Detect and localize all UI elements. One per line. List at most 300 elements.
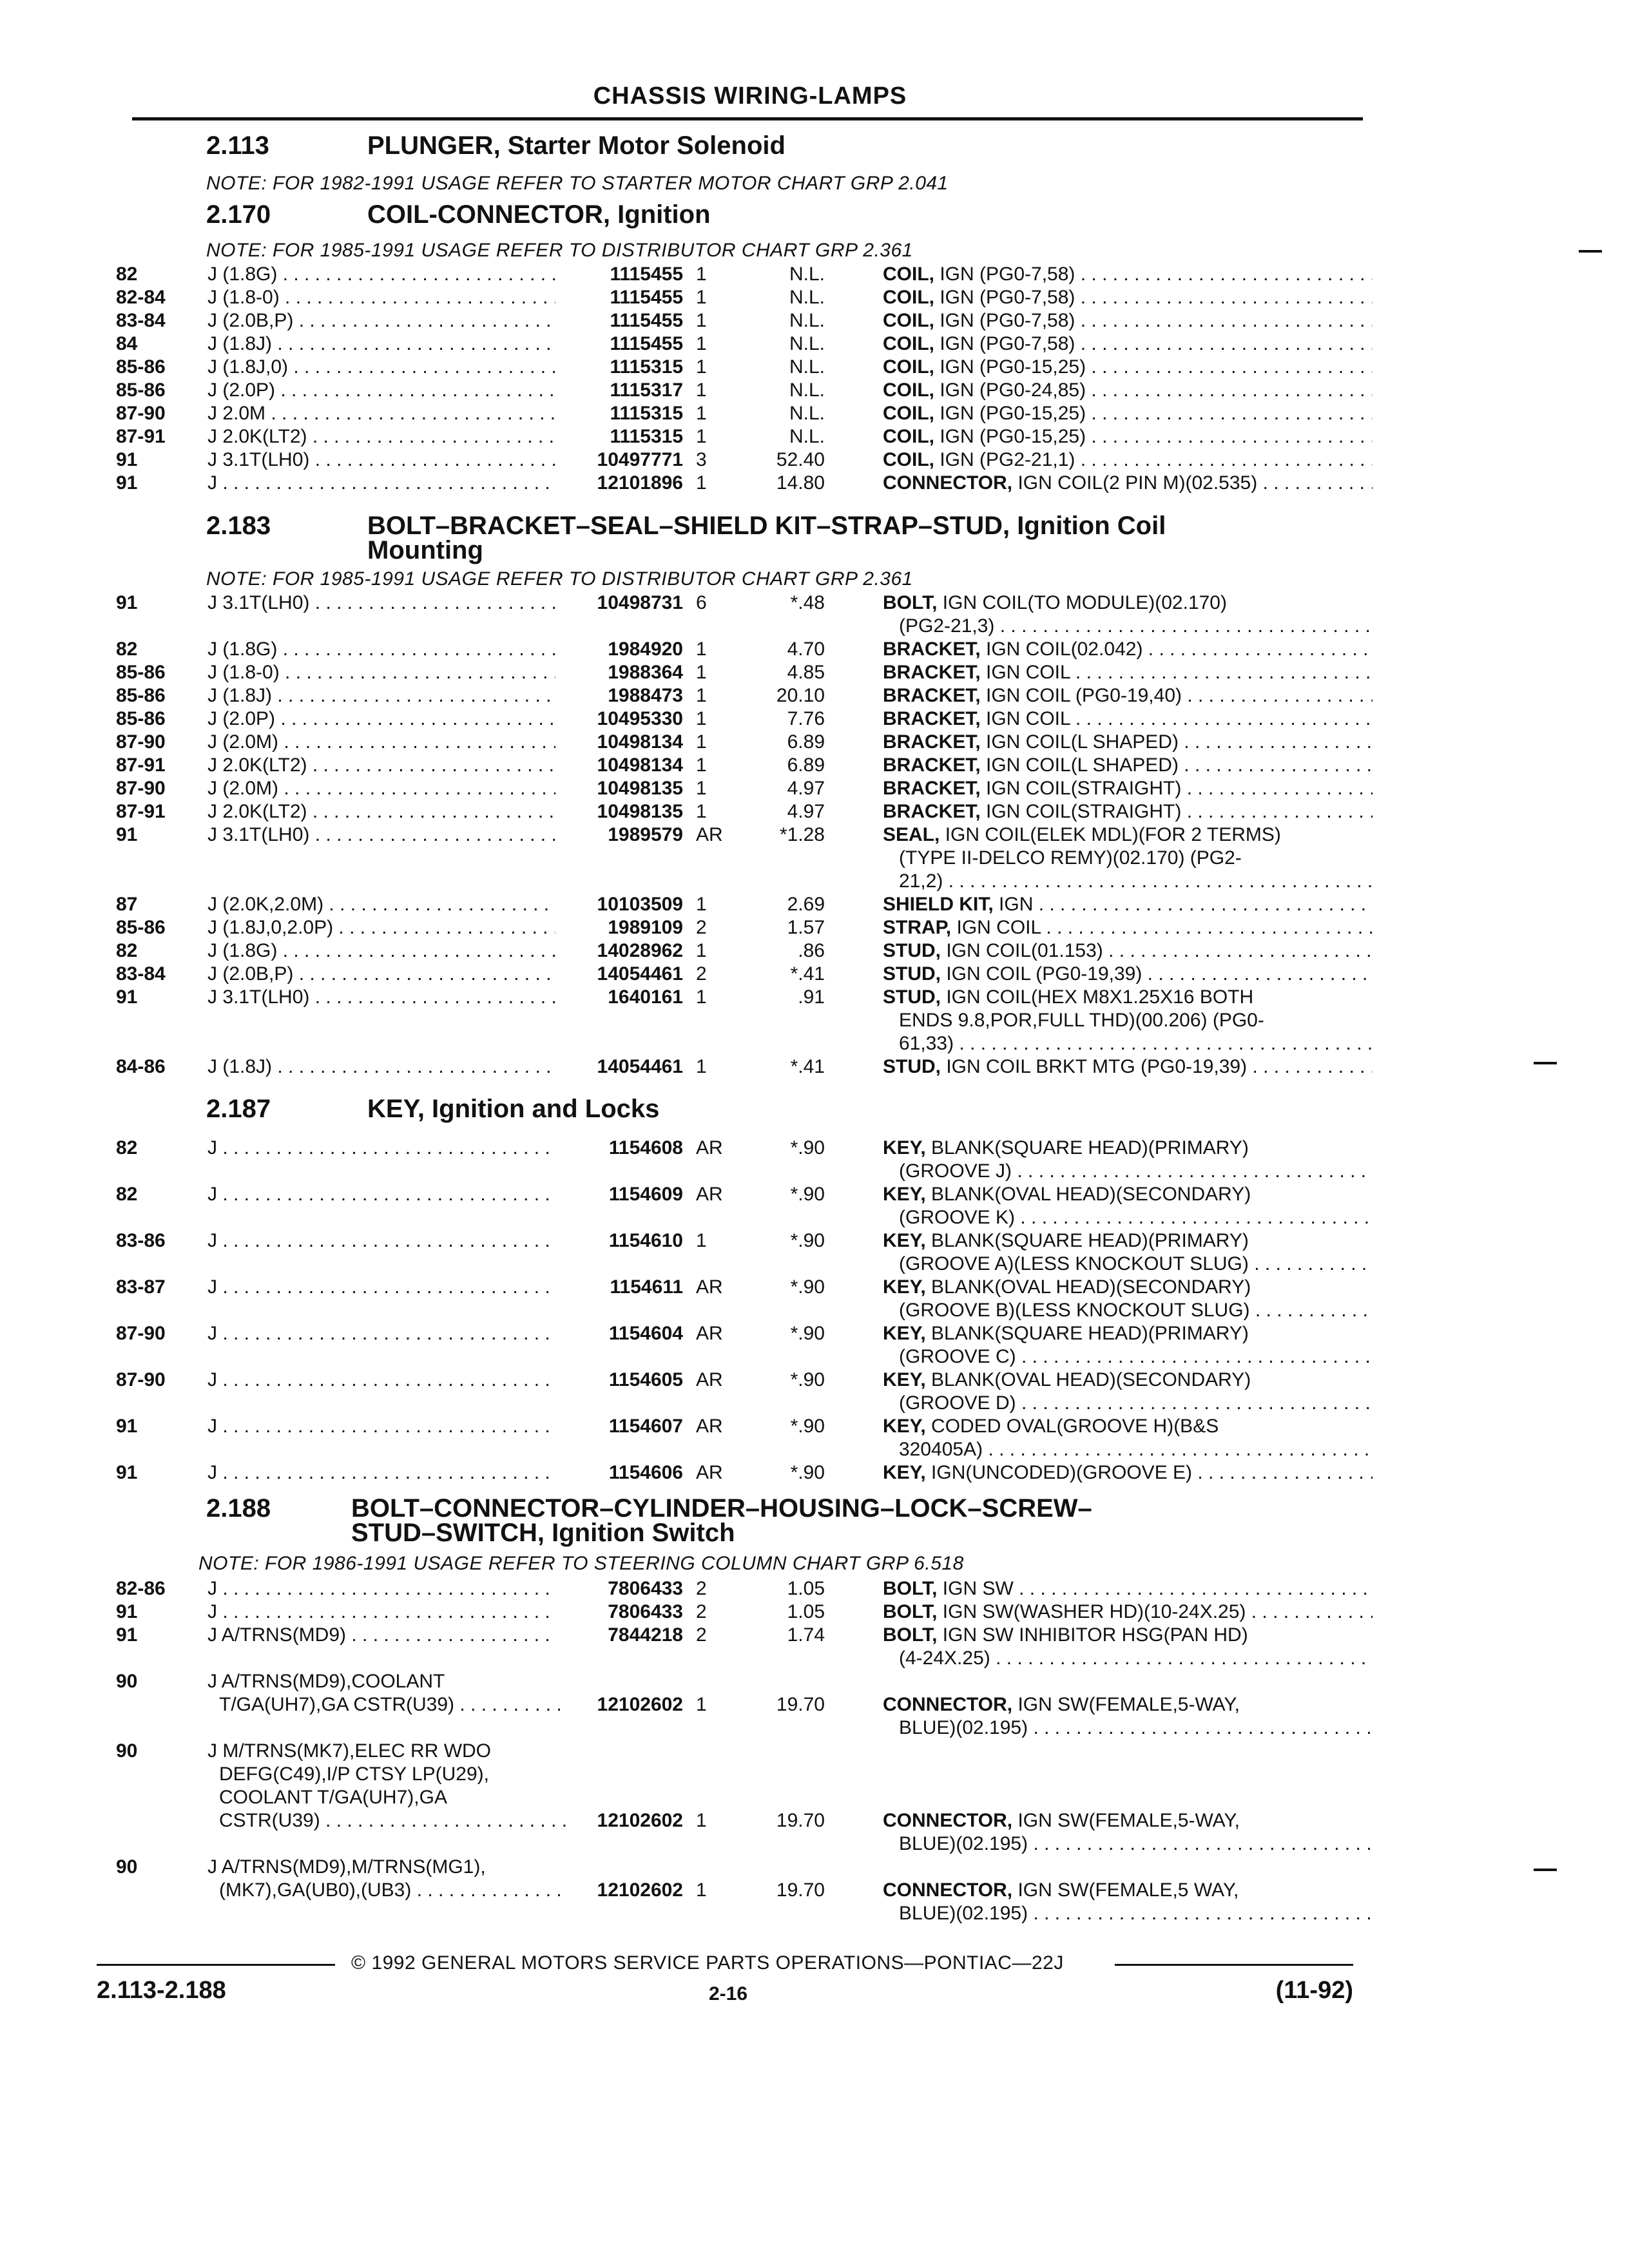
application: T/GA(UH7),GA CSTR(U39) . . . — [219, 1693, 567, 1716]
model-year: 87-90 — [116, 1369, 166, 1390]
parts-row — [0, 1137, 1629, 1183]
description-keyword: CONNECTOR, — [883, 1810, 1013, 1831]
parts-row — [0, 707, 1629, 731]
description-keyword: COIL, — [883, 310, 934, 331]
model-year: 85-86 — [116, 917, 166, 938]
description-keyword: CONNECTOR, — [883, 1879, 1013, 1901]
description — [883, 402, 1373, 425]
quantity: AR — [696, 1369, 723, 1390]
part-number: 1154610 — [608, 1230, 683, 1251]
description-continued: (GROOVE D) . . . — [899, 1392, 1373, 1415]
price: *.90 — [790, 1230, 825, 1251]
section-heading — [206, 512, 1495, 566]
description — [883, 684, 1373, 707]
footer-range: 2.113-2.188 — [97, 1977, 226, 2004]
price: *.41 — [790, 1056, 825, 1077]
application: J (1.8G) . . . — [207, 638, 555, 661]
description-keyword: STUD, — [883, 963, 941, 985]
description — [883, 963, 1373, 986]
quantity: 1 — [696, 940, 707, 961]
quantity: AR — [696, 1323, 723, 1344]
description — [883, 800, 1373, 823]
description-continued: BLUE)(02.195) . . . — [899, 1832, 1373, 1856]
description-keyword: BOLT, — [883, 1601, 938, 1622]
description-text: IGN (PG0-24,85) — [934, 380, 1086, 401]
quantity: 2 — [696, 1601, 707, 1622]
description — [883, 1624, 1373, 1647]
quantity: 2 — [696, 917, 707, 938]
parts-row — [0, 1183, 1629, 1229]
quantity: 1 — [696, 894, 707, 915]
description — [883, 731, 1373, 754]
application: J . . . — [207, 1461, 555, 1485]
parts-row — [0, 800, 1629, 823]
application: J (1.8J) . . . — [207, 1055, 555, 1079]
quantity: 1 — [696, 310, 707, 331]
parts-row — [0, 731, 1629, 754]
footer-copyright: © 1992 GENERAL MOTORS SERVICE PARTS OPERATIONS—PONTIAC—22J — [351, 1952, 1064, 1974]
model-year: 82 — [116, 1184, 138, 1205]
description-continued: (GROOVE K) . . . — [899, 1206, 1373, 1229]
price: N.L. — [789, 356, 825, 378]
description-text: IGN SW(FEMALE,5-WAY, — [1012, 1694, 1240, 1715]
application: J . . . — [207, 1600, 555, 1624]
description-continued: BLUE)(02.195) . . . — [899, 1902, 1373, 1925]
parts-row — [0, 893, 1629, 916]
section-note: NOTE: FOR 1982-1991 USAGE REFER TO STARTER MOTOR CHART GRP 2.041 — [206, 173, 949, 194]
parts-row — [0, 1276, 1629, 1322]
description — [883, 754, 1373, 777]
application: J (2.0K,2.0M) . . . — [207, 893, 555, 916]
description-keyword: COIL, — [883, 403, 934, 424]
quantity: 1 — [696, 731, 707, 753]
quantity: 2 — [696, 1578, 707, 1599]
description-keyword: BRACKET, — [883, 639, 981, 660]
description — [883, 1600, 1373, 1624]
description-text: BLANK(OVAL HEAD)(SECONDARY) — [925, 1369, 1251, 1390]
description-text: IGN SW INHIBITOR HSG(PAN HD) — [937, 1624, 1248, 1646]
model-year: 85-86 — [116, 356, 166, 378]
description — [883, 425, 1373, 448]
model-year: 83-84 — [116, 310, 166, 331]
price: *.41 — [790, 963, 825, 985]
part-number: 1115315 — [610, 356, 683, 378]
description-continued: (GROOVE A)(LESS KNOCKOUT SLUG) . . . — [899, 1253, 1373, 1276]
model-year: 87-91 — [116, 426, 166, 447]
part-number: 10498135 — [597, 778, 683, 799]
model-year: 87-90 — [116, 403, 166, 424]
description-text: CODED OVAL(GROOVE H)(B&S — [925, 1416, 1219, 1437]
application: J 3.1T(LH0) . . . — [207, 591, 555, 615]
description-text: IGN COIL(HEX M8X1.25X16 BOTH — [941, 986, 1254, 1008]
section-title: KEY, Ignition and Locks — [367, 1095, 660, 1123]
description — [883, 986, 1373, 1009]
part-number: 14054461 — [597, 1056, 683, 1077]
header-rule — [132, 117, 1363, 120]
part-number: 1154607 — [608, 1416, 683, 1437]
section-heading — [206, 1495, 1495, 1549]
part-number: 1154606 — [608, 1462, 683, 1483]
quantity: 3 — [696, 449, 707, 470]
part-number: 1115317 — [610, 380, 683, 401]
application: J (1.8G) . . . — [207, 263, 555, 286]
quantity: AR — [696, 1276, 723, 1298]
description-continued: 320405A) . . . — [899, 1438, 1373, 1461]
quantity: 1 — [696, 1810, 707, 1831]
quantity: 1 — [696, 264, 707, 285]
quantity: 1 — [696, 778, 707, 799]
footer-page-number: 2-16 — [709, 1983, 748, 2004]
description-keyword: BOLT, — [883, 1624, 938, 1646]
description — [883, 472, 1373, 495]
description-keyword: COIL, — [883, 356, 934, 378]
description-continued: (GROOVE B)(LESS KNOCKOUT SLUG) . . . — [899, 1299, 1373, 1322]
model-year: 82 — [116, 1137, 138, 1158]
quantity: 1 — [696, 426, 707, 447]
model-year: 91 — [116, 986, 138, 1008]
application: J (1.8J) . . . — [207, 332, 555, 356]
part-number: 10498135 — [597, 801, 683, 822]
description-text: IGN(UNCODED)(GROOVE E) — [925, 1462, 1193, 1483]
quantity: 1 — [696, 662, 707, 683]
application-line: COOLANT T/GA(UH7),GA — [219, 1787, 447, 1808]
application: J (2.0P) . . . — [207, 707, 555, 731]
part-number: 10498134 — [597, 731, 683, 753]
part-number: 10103509 — [597, 894, 683, 915]
description-continued: BLUE)(02.195) . . . — [899, 1716, 1373, 1740]
model-year: 83-86 — [116, 1230, 166, 1251]
application: J . . . — [207, 1322, 555, 1345]
model-year: 87-91 — [116, 754, 166, 776]
section-title: BOLT–CONNECTOR–CYLINDER–HOUSING–LOCK–SCREW– — [351, 1494, 1092, 1523]
application: J . . . — [207, 1183, 555, 1206]
parts-row — [0, 472, 1629, 495]
description-keyword: COIL, — [883, 449, 934, 470]
description-text: IGN COIL — [951, 917, 1041, 938]
description-text: IGN (PG0-7,58) — [934, 287, 1075, 308]
price: N.L. — [789, 287, 825, 308]
parts-row — [0, 939, 1629, 963]
part-number: 7844218 — [608, 1624, 683, 1646]
price: 4.85 — [787, 662, 825, 683]
description-text: IGN COIL(STRAIGHT) — [980, 778, 1182, 799]
description-text: BLANK(SQUARE HEAD)(PRIMARY) — [925, 1323, 1249, 1344]
description-text: BLANK(SQUARE HEAD)(PRIMARY) — [925, 1137, 1249, 1158]
part-number: 12101896 — [597, 472, 683, 494]
part-number: 1154611 — [610, 1276, 683, 1298]
quantity: 1 — [696, 1879, 707, 1901]
price: 1.05 — [787, 1601, 825, 1622]
part-number: 1115455 — [610, 264, 683, 285]
price: 1.74 — [787, 1624, 825, 1646]
description-continued: (PG2-21,3) . . . — [899, 615, 1373, 638]
model-year: 91 — [116, 449, 138, 470]
section-title: BOLT–BRACKET–SEAL–SHIELD KIT–STRAP–STUD, Ignition Coil — [367, 512, 1166, 540]
margin-mark — [1534, 1062, 1557, 1064]
quantity: 1 — [696, 1230, 707, 1251]
section-heading — [206, 1095, 1495, 1122]
description — [883, 356, 1373, 379]
parts-row — [0, 402, 1629, 425]
description — [883, 286, 1373, 309]
quantity: 6 — [696, 592, 707, 613]
model-year: 85-86 — [116, 685, 166, 706]
quantity: 1 — [696, 685, 707, 706]
parts-row — [0, 986, 1629, 1055]
description — [883, 332, 1373, 356]
description-text: IGN COIL(01.153) — [941, 940, 1103, 961]
description-keyword: BRACKET, — [883, 685, 981, 706]
price: *.90 — [790, 1416, 825, 1437]
price: 4.70 — [787, 639, 825, 660]
part-number: 12102602 — [597, 1694, 683, 1715]
description-text: IGN COIL(02.042) — [980, 639, 1143, 660]
parts-row — [0, 356, 1629, 379]
description-keyword: KEY, — [883, 1230, 926, 1251]
description-text: IGN SW — [937, 1578, 1014, 1599]
parts-row — [0, 1369, 1629, 1415]
quantity: AR — [696, 1137, 723, 1158]
application: J 3.1T(LH0) . . . — [207, 986, 555, 1009]
parts-row — [0, 661, 1629, 684]
part-number: 1115455 — [610, 310, 683, 331]
section-number: 2.113 — [206, 131, 269, 160]
price: 19.70 — [776, 1694, 825, 1715]
price: 6.89 — [787, 731, 825, 753]
model-year: 84 — [116, 333, 138, 354]
price: *.90 — [790, 1276, 825, 1298]
parts-row — [0, 823, 1629, 893]
model-year: 91 — [116, 592, 138, 613]
parts-row — [0, 638, 1629, 661]
price: 6.89 — [787, 754, 825, 776]
price: *.90 — [790, 1137, 825, 1158]
application: J . . . — [207, 1369, 555, 1392]
description-keyword: STRAP, — [883, 917, 952, 938]
section-title-continued: STUD–SWITCH, Ignition Switch — [351, 1519, 735, 1547]
model-year: 87 — [116, 894, 138, 915]
description — [883, 1322, 1373, 1345]
part-number: 1115315 — [610, 426, 683, 447]
quantity: 1 — [696, 333, 707, 354]
description — [883, 1577, 1373, 1600]
price: 14.80 — [776, 472, 825, 494]
model-year: 82 — [116, 940, 138, 961]
parts-row — [0, 1740, 1629, 1856]
model-year: 82-84 — [116, 287, 166, 308]
description-text: IGN COIL(L SHAPED) — [980, 731, 1179, 753]
section-number: 2.187 — [206, 1095, 271, 1123]
description-keyword: STUD, — [883, 986, 941, 1008]
description — [883, 661, 1373, 684]
description-text: IGN (PG0-15,25) — [934, 426, 1086, 447]
description-text: IGN (PG0-15,25) — [934, 356, 1086, 378]
model-year: 91 — [116, 1624, 138, 1646]
description — [883, 707, 1373, 731]
quantity: AR — [696, 824, 723, 845]
description-keyword: COIL, — [883, 426, 934, 447]
quantity: 1 — [696, 639, 707, 660]
quantity: 1 — [696, 380, 707, 401]
parts-row — [0, 777, 1629, 800]
application: J 2.0K(LT2) . . . — [207, 754, 555, 777]
description-keyword: KEY, — [883, 1462, 926, 1483]
parts-row — [0, 1624, 1629, 1670]
part-number: 7806433 — [608, 1578, 683, 1599]
description-keyword: SHIELD KIT, — [883, 894, 994, 915]
price: 4.97 — [787, 801, 825, 822]
price: *.90 — [790, 1184, 825, 1205]
application: J (1.8J,0,2.0P) . . . — [207, 916, 555, 939]
section-title-continued: Mounting — [367, 536, 483, 564]
description-text: IGN COIL (PG0-19,39) — [941, 963, 1142, 985]
description — [883, 777, 1373, 800]
part-number: 1115455 — [610, 287, 683, 308]
application: J (2.0P) . . . — [207, 379, 555, 402]
section-title: PLUNGER, Starter Motor Solenoid — [367, 131, 786, 160]
description-keyword: KEY, — [883, 1323, 926, 1344]
description-keyword: CONNECTOR, — [883, 472, 1013, 494]
description-text: IGN COIL(STRAIGHT) — [980, 801, 1182, 822]
model-year: 87-90 — [116, 1323, 166, 1344]
application: J . . . — [207, 1229, 555, 1253]
parts-row — [0, 379, 1629, 402]
description-continued: (4-24X.25) . . . — [899, 1647, 1373, 1670]
part-number: 1154605 — [608, 1369, 683, 1390]
price: *.90 — [790, 1323, 825, 1344]
price: 1.57 — [787, 917, 825, 938]
description-keyword: COIL, — [883, 264, 934, 285]
model-year: 85-86 — [116, 708, 166, 729]
parts-row — [0, 332, 1629, 356]
part-number: 1154604 — [608, 1323, 683, 1344]
part-number: 1154608 — [608, 1137, 683, 1158]
application-line: J M/TRNS(MK7),ELEC RR WDO — [207, 1740, 492, 1762]
model-year: 87-90 — [116, 778, 166, 799]
model-year: 87-91 — [116, 801, 166, 822]
description-continued: (GROOVE C) . . . — [899, 1345, 1373, 1369]
part-number: 10495330 — [597, 708, 683, 729]
parts-row — [0, 1229, 1629, 1276]
description — [883, 893, 1373, 916]
description-continued: (GROOVE J) . . . — [899, 1160, 1373, 1183]
model-year: 83-84 — [116, 963, 166, 985]
part-number: 7806433 — [608, 1601, 683, 1622]
application: J (2.0M) . . . — [207, 731, 555, 754]
model-year: 91 — [116, 472, 138, 494]
quantity: 2 — [696, 963, 707, 985]
section-note: NOTE: FOR 1985-1991 USAGE REFER TO DISTRIBUTOR CHART GRP 2.361 — [206, 568, 913, 590]
section-note: NOTE: FOR 1986-1991 USAGE REFER TO STEERING COLUMN CHART GRP 6.518 — [198, 1553, 964, 1574]
parts-row — [0, 754, 1629, 777]
application-line: DEFG(C49),I/P CTSY LP(U29), — [219, 1763, 490, 1785]
part-number: 1984920 — [608, 639, 683, 660]
description-keyword: BRACKET, — [883, 801, 981, 822]
description-text: IGN COIL(ELEK MDL)(FOR 2 TERMS) — [940, 824, 1281, 845]
part-number: 10497771 — [597, 449, 683, 470]
parts-row — [0, 1856, 1629, 1925]
price: N.L. — [789, 380, 825, 401]
model-year: 87-90 — [116, 731, 166, 753]
parts-row — [0, 263, 1629, 286]
model-year: 91 — [116, 1462, 138, 1483]
part-number: 1989579 — [608, 824, 683, 845]
model-year: 91 — [116, 1601, 138, 1622]
parts-row — [0, 591, 1629, 638]
parts-row — [0, 1415, 1629, 1461]
description-text: IGN (PG0-15,25) — [934, 403, 1086, 424]
parts-row — [0, 684, 1629, 707]
application: J 2.0M . . . — [207, 402, 555, 425]
quantity: 1 — [696, 472, 707, 494]
application: CSTR(U39) . . . — [219, 1809, 567, 1832]
description — [883, 379, 1373, 402]
price: 1.05 — [787, 1578, 825, 1599]
description — [883, 1229, 1373, 1253]
description-text: IGN COIL BRKT MTG (PG0-19,39) — [941, 1056, 1248, 1077]
parts-row — [0, 916, 1629, 939]
description — [883, 591, 1373, 615]
description-text: IGN SW(FEMALE,5 WAY, — [1012, 1879, 1239, 1901]
description-text: IGN COIL (PG0-19,40) — [980, 685, 1182, 706]
description-text: IGN (PG0-7,58) — [934, 333, 1075, 354]
application: J (1.8-0) . . . — [207, 661, 555, 684]
part-number: 12102602 — [597, 1879, 683, 1901]
description — [883, 916, 1373, 939]
part-number: 14054461 — [597, 963, 683, 985]
price: N.L. — [789, 403, 825, 424]
description-keyword: BOLT, — [883, 592, 938, 613]
parts-row — [0, 1577, 1629, 1600]
application: J . . . — [207, 1415, 555, 1438]
application: J . . . — [207, 1577, 555, 1600]
description-keyword: KEY, — [883, 1416, 926, 1437]
price: *.90 — [790, 1462, 825, 1483]
parts-row — [0, 448, 1629, 472]
description-keyword: BRACKET, — [883, 662, 981, 683]
model-year: 82 — [116, 264, 138, 285]
model-year: 91 — [116, 824, 138, 845]
page-header-title: CHASSIS WIRING-LAMPS — [593, 82, 907, 110]
application: J . . . — [207, 472, 555, 495]
description-text: IGN COIL(L SHAPED) — [980, 754, 1179, 776]
section-number: 2.183 — [206, 512, 271, 540]
part-number: 14028962 — [597, 940, 683, 961]
application: J A/TRNS(MD9) . . . — [207, 1624, 555, 1647]
application: J . . . — [207, 1137, 555, 1160]
part-number: 1115455 — [610, 333, 683, 354]
description — [883, 1809, 1373, 1832]
price: N.L. — [789, 426, 825, 447]
model-year: 85-86 — [116, 662, 166, 683]
description-continued: 21,2) . . . — [899, 870, 1373, 893]
part-number: 10498134 — [597, 754, 683, 776]
quantity: AR — [696, 1416, 723, 1437]
quantity: 1 — [696, 801, 707, 822]
description-text: IGN (PG0-7,58) — [934, 264, 1075, 285]
part-number: 12102602 — [597, 1810, 683, 1831]
description-text: IGN COIL(2 PIN M)(02.535) — [1012, 472, 1258, 494]
application: J (1.8J,0) . . . — [207, 356, 555, 379]
section-title: COIL-CONNECTOR, Ignition — [367, 200, 711, 229]
price: *.48 — [790, 592, 825, 613]
description — [883, 823, 1373, 847]
description — [883, 939, 1373, 963]
model-year: 84-86 — [116, 1056, 166, 1077]
quantity: 1 — [696, 708, 707, 729]
description-keyword: BRACKET, — [883, 731, 981, 753]
quantity: 1 — [696, 356, 707, 378]
